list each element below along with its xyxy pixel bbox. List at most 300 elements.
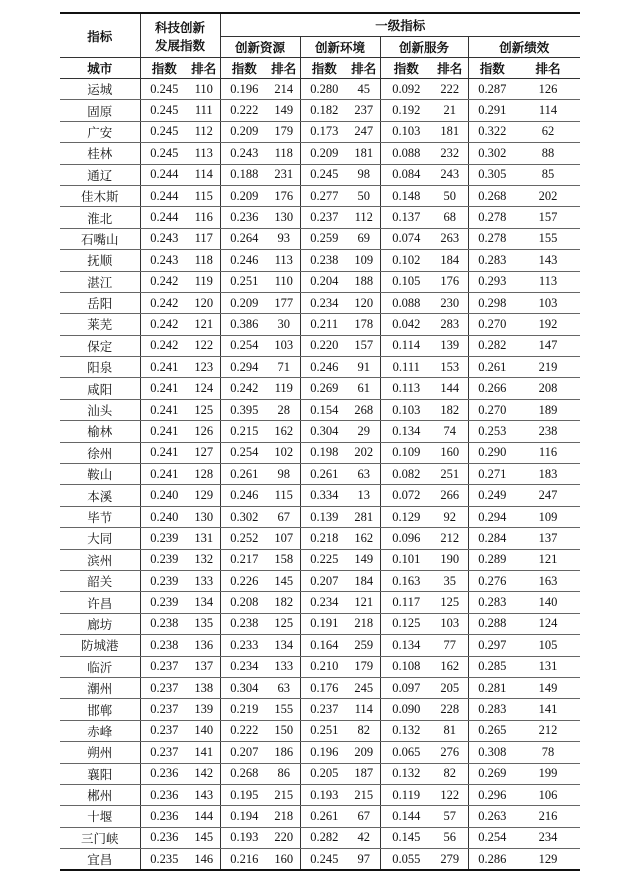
table-row bbox=[60, 784, 580, 805]
service-rank-cell: 92 bbox=[432, 506, 468, 527]
service-index-cell: 0.074 bbox=[380, 228, 432, 249]
city-cell: 岳阳 bbox=[60, 292, 140, 313]
environment-rank-cell: 114 bbox=[348, 699, 380, 720]
city-cell: 廊坊 bbox=[60, 613, 140, 634]
dev-rank-cell: 140 bbox=[188, 720, 220, 741]
dev-index-cell: 0.242 bbox=[140, 335, 188, 356]
resources-index-cell: 0.386 bbox=[220, 314, 268, 335]
resources-rank-cell: 155 bbox=[268, 699, 300, 720]
dev-rank-cell: 138 bbox=[188, 677, 220, 698]
dev-rank-cell: 133 bbox=[188, 570, 220, 591]
service-rank-cell: 222 bbox=[432, 79, 468, 100]
resources-index-cell: 0.209 bbox=[220, 121, 268, 142]
dev-index-cell: 0.245 bbox=[140, 79, 188, 100]
city-cell: 滨州 bbox=[60, 549, 140, 570]
environment-index-cell: 0.182 bbox=[300, 100, 348, 121]
service-index-cell: 0.163 bbox=[380, 570, 432, 591]
performance-rank-cell: 216 bbox=[516, 806, 580, 827]
service-index-cell: 0.088 bbox=[380, 143, 432, 164]
environment-rank-cell: 209 bbox=[348, 742, 380, 763]
dev-index-header-line1: 科技创新 bbox=[155, 19, 206, 35]
dev-index-cell: 0.236 bbox=[140, 806, 188, 827]
environment-index-cell: 0.259 bbox=[300, 228, 348, 249]
city-cell: 固原 bbox=[60, 100, 140, 121]
table-row bbox=[60, 464, 580, 485]
environment-rank-cell: 149 bbox=[348, 549, 380, 570]
dev-index-cell: 0.245 bbox=[140, 121, 188, 142]
dev-rank-cell: 111 bbox=[188, 100, 220, 121]
performance-rank-cell: 126 bbox=[516, 79, 580, 100]
service-index-cell: 0.096 bbox=[380, 528, 432, 549]
performance-index-cell: 0.296 bbox=[468, 784, 516, 805]
city-cell: 郴州 bbox=[60, 784, 140, 805]
performance-rank-cell: 124 bbox=[516, 613, 580, 634]
resources-rank-cell: 71 bbox=[268, 357, 300, 378]
city-cell: 淮北 bbox=[60, 207, 140, 228]
resources-index-cell: 0.254 bbox=[220, 442, 268, 463]
service-index-cell: 0.137 bbox=[380, 207, 432, 228]
environment-rank-cell: 259 bbox=[348, 635, 380, 656]
dev-index-cell: 0.241 bbox=[140, 442, 188, 463]
performance-rank-cell: 247 bbox=[516, 485, 580, 506]
service-rank-cell: 21 bbox=[432, 100, 468, 121]
city-cell: 桂林 bbox=[60, 143, 140, 164]
performance-rank-cell: 106 bbox=[516, 784, 580, 805]
service-index-cell: 0.132 bbox=[380, 763, 432, 784]
resources-index-cell: 0.193 bbox=[220, 827, 268, 848]
service-index-cell: 0.134 bbox=[380, 635, 432, 656]
city-cell: 大同 bbox=[60, 528, 140, 549]
environment-rank-cell: 237 bbox=[348, 100, 380, 121]
environment-index-cell: 0.211 bbox=[300, 314, 348, 335]
performance-index-cell: 0.261 bbox=[468, 357, 516, 378]
environment-index-cell: 0.282 bbox=[300, 827, 348, 848]
environment-index-cell: 0.277 bbox=[300, 185, 348, 206]
environment-index-cell: 0.207 bbox=[300, 570, 348, 591]
dev-rank-cell: 110 bbox=[188, 79, 220, 100]
resources-index-cell: 0.304 bbox=[220, 677, 268, 698]
table-row bbox=[60, 635, 580, 656]
dev-rank-cell: 129 bbox=[188, 485, 220, 506]
dev-rank-cell: 125 bbox=[188, 399, 220, 420]
resources-index-cell: 0.243 bbox=[220, 143, 268, 164]
table-row bbox=[60, 292, 580, 313]
table-row bbox=[60, 485, 580, 506]
city-cell: 通辽 bbox=[60, 164, 140, 185]
environment-rank-cell: 63 bbox=[348, 464, 380, 485]
resources-index-cell: 0.252 bbox=[220, 528, 268, 549]
service-rank-cell: 263 bbox=[432, 228, 468, 249]
environment-rank-cell: 218 bbox=[348, 613, 380, 634]
service-rank-cell: 181 bbox=[432, 121, 468, 142]
service-rank-cell: 283 bbox=[432, 314, 468, 335]
performance-index-cell: 0.266 bbox=[468, 378, 516, 399]
dev-index-cell: 0.240 bbox=[140, 485, 188, 506]
performance-rank-cell: 114 bbox=[516, 100, 580, 121]
environment-rank-cell: 162 bbox=[348, 528, 380, 549]
service-index-cell: 0.132 bbox=[380, 720, 432, 741]
resources-rank-cell: 110 bbox=[268, 271, 300, 292]
service-index-cell: 0.102 bbox=[380, 250, 432, 271]
service-rank-cell: 74 bbox=[432, 421, 468, 442]
resources-rank-cell: 93 bbox=[268, 228, 300, 249]
performance-index-cell: 0.283 bbox=[468, 699, 516, 720]
table-row bbox=[60, 207, 580, 228]
city-cell: 临沂 bbox=[60, 656, 140, 677]
dev-index-cell: 0.236 bbox=[140, 827, 188, 848]
performance-rank-cell: 121 bbox=[516, 549, 580, 570]
rank-header: 排名 bbox=[516, 58, 580, 79]
resources-index-cell: 0.217 bbox=[220, 549, 268, 570]
environment-rank-cell: 268 bbox=[348, 399, 380, 420]
service-rank-cell: 232 bbox=[432, 143, 468, 164]
table-row bbox=[60, 100, 580, 121]
table-row bbox=[60, 164, 580, 185]
performance-rank-cell: 189 bbox=[516, 399, 580, 420]
primary-indicator-header: 一级指标 bbox=[220, 13, 580, 37]
table-row bbox=[60, 378, 580, 399]
dev-index-cell: 0.244 bbox=[140, 164, 188, 185]
city-cell: 韶关 bbox=[60, 570, 140, 591]
service-index-cell: 0.145 bbox=[380, 827, 432, 848]
table-row bbox=[60, 763, 580, 784]
resources-index-cell: 0.207 bbox=[220, 742, 268, 763]
dev-rank-cell: 127 bbox=[188, 442, 220, 463]
dev-index-cell: 0.236 bbox=[140, 784, 188, 805]
performance-rank-cell: 155 bbox=[516, 228, 580, 249]
dev-rank-cell: 139 bbox=[188, 699, 220, 720]
environment-index-cell: 0.246 bbox=[300, 357, 348, 378]
resources-index-cell: 0.246 bbox=[220, 250, 268, 271]
environment-rank-cell: 97 bbox=[348, 849, 380, 871]
environment-rank-cell: 187 bbox=[348, 763, 380, 784]
service-rank-cell: 212 bbox=[432, 528, 468, 549]
resources-rank-cell: 118 bbox=[268, 143, 300, 164]
dev-index-cell: 0.243 bbox=[140, 228, 188, 249]
resources-index-cell: 0.188 bbox=[220, 164, 268, 185]
resources-rank-cell: 119 bbox=[268, 378, 300, 399]
table-header bbox=[60, 13, 580, 79]
performance-rank-cell: 212 bbox=[516, 720, 580, 741]
service-rank-cell: 162 bbox=[432, 656, 468, 677]
dev-index-cell: 0.238 bbox=[140, 635, 188, 656]
city-cell: 石嘴山 bbox=[60, 228, 140, 249]
service-rank-cell: 103 bbox=[432, 613, 468, 634]
environment-index-cell: 0.139 bbox=[300, 506, 348, 527]
environment-index-cell: 0.176 bbox=[300, 677, 348, 698]
service-rank-cell: 82 bbox=[432, 763, 468, 784]
performance-index-cell: 0.281 bbox=[468, 677, 516, 698]
city-cell: 三门峡 bbox=[60, 827, 140, 848]
performance-rank-cell: 85 bbox=[516, 164, 580, 185]
environment-index-cell: 0.205 bbox=[300, 763, 348, 784]
dev-index-cell: 0.237 bbox=[140, 699, 188, 720]
resources-rank-cell: 107 bbox=[268, 528, 300, 549]
resources-index-cell: 0.294 bbox=[220, 357, 268, 378]
resources-index-cell: 0.238 bbox=[220, 613, 268, 634]
environment-index-cell: 0.210 bbox=[300, 656, 348, 677]
table-row bbox=[60, 421, 580, 442]
dev-index-cell: 0.236 bbox=[140, 763, 188, 784]
dev-index-cell: 0.239 bbox=[140, 570, 188, 591]
performance-rank-cell: 78 bbox=[516, 742, 580, 763]
city-cell: 许昌 bbox=[60, 592, 140, 613]
table-row bbox=[60, 849, 580, 871]
service-index-cell: 0.125 bbox=[380, 613, 432, 634]
environment-rank-cell: 281 bbox=[348, 506, 380, 527]
performance-rank-cell: 238 bbox=[516, 421, 580, 442]
service-index-cell: 0.082 bbox=[380, 464, 432, 485]
environment-index-cell: 0.251 bbox=[300, 720, 348, 741]
performance-index-cell: 0.269 bbox=[468, 763, 516, 784]
resources-index-cell: 0.268 bbox=[220, 763, 268, 784]
city-cell: 十堰 bbox=[60, 806, 140, 827]
city-cell: 咸阳 bbox=[60, 378, 140, 399]
performance-index-cell: 0.282 bbox=[468, 335, 516, 356]
service-rank-cell: 77 bbox=[432, 635, 468, 656]
performance-index-cell: 0.294 bbox=[468, 506, 516, 527]
index-header: 指数 bbox=[380, 58, 432, 79]
environment-index-cell: 0.154 bbox=[300, 399, 348, 420]
environment-rank-cell: 245 bbox=[348, 677, 380, 698]
service-rank-cell: 182 bbox=[432, 399, 468, 420]
dev-index-cell: 0.241 bbox=[140, 464, 188, 485]
resources-rank-cell: 158 bbox=[268, 549, 300, 570]
environment-rank-cell: 109 bbox=[348, 250, 380, 271]
environment-index-cell: 0.261 bbox=[300, 806, 348, 827]
service-index-cell: 0.119 bbox=[380, 784, 432, 805]
city-cell: 宜昌 bbox=[60, 849, 140, 871]
dev-index-cell: 0.245 bbox=[140, 100, 188, 121]
city-cell: 湛江 bbox=[60, 271, 140, 292]
dev-rank-cell: 145 bbox=[188, 827, 220, 848]
resources-index-cell: 0.242 bbox=[220, 378, 268, 399]
performance-index-cell: 0.302 bbox=[468, 143, 516, 164]
performance-rank-cell: 157 bbox=[516, 207, 580, 228]
city-cell: 赤峰 bbox=[60, 720, 140, 741]
service-index-cell: 0.090 bbox=[380, 699, 432, 720]
dev-rank-cell: 144 bbox=[188, 806, 220, 827]
service-index-cell: 0.111 bbox=[380, 357, 432, 378]
performance-index-cell: 0.278 bbox=[468, 207, 516, 228]
resources-rank-cell: 160 bbox=[268, 849, 300, 871]
environment-rank-cell: 98 bbox=[348, 164, 380, 185]
table-row bbox=[60, 314, 580, 335]
resources-index-cell: 0.246 bbox=[220, 485, 268, 506]
city-cell: 榆林 bbox=[60, 421, 140, 442]
dev-index-cell: 0.239 bbox=[140, 528, 188, 549]
environment-rank-cell: 247 bbox=[348, 121, 380, 142]
environment-rank-cell: 67 bbox=[348, 806, 380, 827]
dev-rank-cell: 134 bbox=[188, 592, 220, 613]
dev-index-cell: 0.239 bbox=[140, 592, 188, 613]
resources-index-cell: 0.194 bbox=[220, 806, 268, 827]
dev-rank-cell: 123 bbox=[188, 357, 220, 378]
environment-index-cell: 0.220 bbox=[300, 335, 348, 356]
city-header: 城市 bbox=[60, 58, 140, 79]
dev-index-cell: 0.242 bbox=[140, 314, 188, 335]
dev-index-cell: 0.239 bbox=[140, 549, 188, 570]
resources-rank-cell: 63 bbox=[268, 677, 300, 698]
performance-rank-cell: 62 bbox=[516, 121, 580, 142]
dev-rank-cell: 143 bbox=[188, 784, 220, 805]
table-row bbox=[60, 742, 580, 763]
dev-rank-cell: 116 bbox=[188, 207, 220, 228]
environment-rank-cell: 112 bbox=[348, 207, 380, 228]
performance-index-cell: 0.288 bbox=[468, 613, 516, 634]
city-cell: 抚顺 bbox=[60, 250, 140, 271]
environment-rank-cell: 82 bbox=[348, 720, 380, 741]
indicator-header: 指标 bbox=[60, 13, 140, 58]
environment-rank-cell: 121 bbox=[348, 592, 380, 613]
environment-index-cell: 0.204 bbox=[300, 271, 348, 292]
table-row bbox=[60, 79, 580, 100]
service-index-cell: 0.113 bbox=[380, 378, 432, 399]
performance-index-cell: 0.290 bbox=[468, 442, 516, 463]
group-header-performance: 创新绩效 bbox=[499, 40, 550, 55]
environment-rank-cell: 215 bbox=[348, 784, 380, 805]
service-rank-cell: 176 bbox=[432, 271, 468, 292]
table-row bbox=[60, 442, 580, 463]
environment-index-cell: 0.234 bbox=[300, 592, 348, 613]
resources-index-cell: 0.209 bbox=[220, 292, 268, 313]
resources-rank-cell: 30 bbox=[268, 314, 300, 335]
dev-index-cell: 0.241 bbox=[140, 378, 188, 399]
resources-rank-cell: 214 bbox=[268, 79, 300, 100]
dev-index-cell: 0.237 bbox=[140, 656, 188, 677]
performance-rank-cell: 109 bbox=[516, 506, 580, 527]
city-cell: 广安 bbox=[60, 121, 140, 142]
city-cell: 邯郸 bbox=[60, 699, 140, 720]
performance-index-cell: 0.249 bbox=[468, 485, 516, 506]
table-row bbox=[60, 656, 580, 677]
performance-rank-cell: 129 bbox=[516, 849, 580, 871]
environment-rank-cell: 61 bbox=[348, 378, 380, 399]
environment-index-cell: 0.237 bbox=[300, 699, 348, 720]
environment-index-cell: 0.304 bbox=[300, 421, 348, 442]
dev-rank-cell: 135 bbox=[188, 613, 220, 634]
performance-rank-cell: 183 bbox=[516, 464, 580, 485]
performance-index-cell: 0.253 bbox=[468, 421, 516, 442]
performance-index-cell: 0.298 bbox=[468, 292, 516, 313]
service-rank-cell: 243 bbox=[432, 164, 468, 185]
rank-header: 排名 bbox=[348, 58, 380, 79]
group-header-service: 创新服务 bbox=[380, 37, 468, 58]
performance-index-cell: 0.305 bbox=[468, 164, 516, 185]
resources-rank-cell: 215 bbox=[268, 784, 300, 805]
service-rank-cell: 276 bbox=[432, 742, 468, 763]
resources-rank-cell: 150 bbox=[268, 720, 300, 741]
city-cell: 鞍山 bbox=[60, 464, 140, 485]
resources-rank-cell: 67 bbox=[268, 506, 300, 527]
service-index-cell: 0.114 bbox=[380, 335, 432, 356]
dev-index-cell: 0.243 bbox=[140, 250, 188, 271]
environment-rank-cell: 42 bbox=[348, 827, 380, 848]
resources-rank-cell: 162 bbox=[268, 421, 300, 442]
table-body bbox=[60, 79, 580, 871]
performance-index-cell: 0.308 bbox=[468, 742, 516, 763]
environment-index-cell: 0.238 bbox=[300, 250, 348, 271]
city-cell: 本溪 bbox=[60, 485, 140, 506]
service-index-cell: 0.109 bbox=[380, 442, 432, 463]
index-header: 指数 bbox=[300, 58, 348, 79]
environment-rank-cell: 184 bbox=[348, 570, 380, 591]
resources-rank-cell: 115 bbox=[268, 485, 300, 506]
environment-index-cell: 0.225 bbox=[300, 549, 348, 570]
resources-rank-cell: 186 bbox=[268, 742, 300, 763]
dev-index-cell: 0.240 bbox=[140, 506, 188, 527]
environment-index-cell: 0.196 bbox=[300, 742, 348, 763]
service-index-cell: 0.042 bbox=[380, 314, 432, 335]
resources-rank-cell: 86 bbox=[268, 763, 300, 784]
resources-rank-cell: 133 bbox=[268, 656, 300, 677]
resources-index-cell: 0.219 bbox=[220, 699, 268, 720]
service-index-cell: 0.144 bbox=[380, 806, 432, 827]
resources-rank-cell: 98 bbox=[268, 464, 300, 485]
performance-rank-cell: 149 bbox=[516, 677, 580, 698]
environment-rank-cell: 45 bbox=[348, 79, 380, 100]
performance-index-cell: 0.254 bbox=[468, 827, 516, 848]
environment-index-cell: 0.280 bbox=[300, 79, 348, 100]
service-index-cell: 0.192 bbox=[380, 100, 432, 121]
city-cell: 保定 bbox=[60, 335, 140, 356]
table-row bbox=[60, 121, 580, 142]
resources-rank-cell: 218 bbox=[268, 806, 300, 827]
city-cell: 汕头 bbox=[60, 399, 140, 420]
environment-index-cell: 0.234 bbox=[300, 292, 348, 313]
performance-index-cell: 0.268 bbox=[468, 185, 516, 206]
dev-rank-cell: 146 bbox=[188, 849, 220, 871]
service-rank-cell: 68 bbox=[432, 207, 468, 228]
city-cell: 徐州 bbox=[60, 442, 140, 463]
environment-index-cell: 0.191 bbox=[300, 613, 348, 634]
service-rank-cell: 205 bbox=[432, 677, 468, 698]
service-rank-cell: 228 bbox=[432, 699, 468, 720]
rank-header: 排名 bbox=[268, 58, 300, 79]
performance-rank-cell: 202 bbox=[516, 185, 580, 206]
service-rank-cell: 56 bbox=[432, 827, 468, 848]
dev-index-cell: 0.242 bbox=[140, 271, 188, 292]
service-index-cell: 0.065 bbox=[380, 742, 432, 763]
resources-rank-cell: 113 bbox=[268, 250, 300, 271]
resources-rank-cell: 28 bbox=[268, 399, 300, 420]
environment-rank-cell: 13 bbox=[348, 485, 380, 506]
service-rank-cell: 266 bbox=[432, 485, 468, 506]
resources-index-cell: 0.254 bbox=[220, 335, 268, 356]
city-cell: 阳泉 bbox=[60, 357, 140, 378]
resources-index-cell: 0.226 bbox=[220, 570, 268, 591]
table-row bbox=[60, 720, 580, 741]
performance-index-cell: 0.278 bbox=[468, 228, 516, 249]
service-index-cell: 0.129 bbox=[380, 506, 432, 527]
performance-index-cell: 0.289 bbox=[468, 549, 516, 570]
dev-index-cell: 0.242 bbox=[140, 292, 188, 313]
table-row bbox=[60, 677, 580, 698]
environment-rank-cell: 29 bbox=[348, 421, 380, 442]
resources-index-cell: 0.195 bbox=[220, 784, 268, 805]
city-cell: 防城港 bbox=[60, 635, 140, 656]
resources-rank-cell: 149 bbox=[268, 100, 300, 121]
dev-rank-cell: 114 bbox=[188, 164, 220, 185]
resources-index-cell: 0.215 bbox=[220, 421, 268, 442]
resources-index-cell: 0.208 bbox=[220, 592, 268, 613]
environment-index-cell: 0.261 bbox=[300, 464, 348, 485]
environment-index-cell: 0.164 bbox=[300, 635, 348, 656]
environment-rank-cell: 179 bbox=[348, 656, 380, 677]
resources-index-cell: 0.302 bbox=[220, 506, 268, 527]
dev-index-cell: 0.241 bbox=[140, 357, 188, 378]
dev-index-cell: 0.244 bbox=[140, 207, 188, 228]
